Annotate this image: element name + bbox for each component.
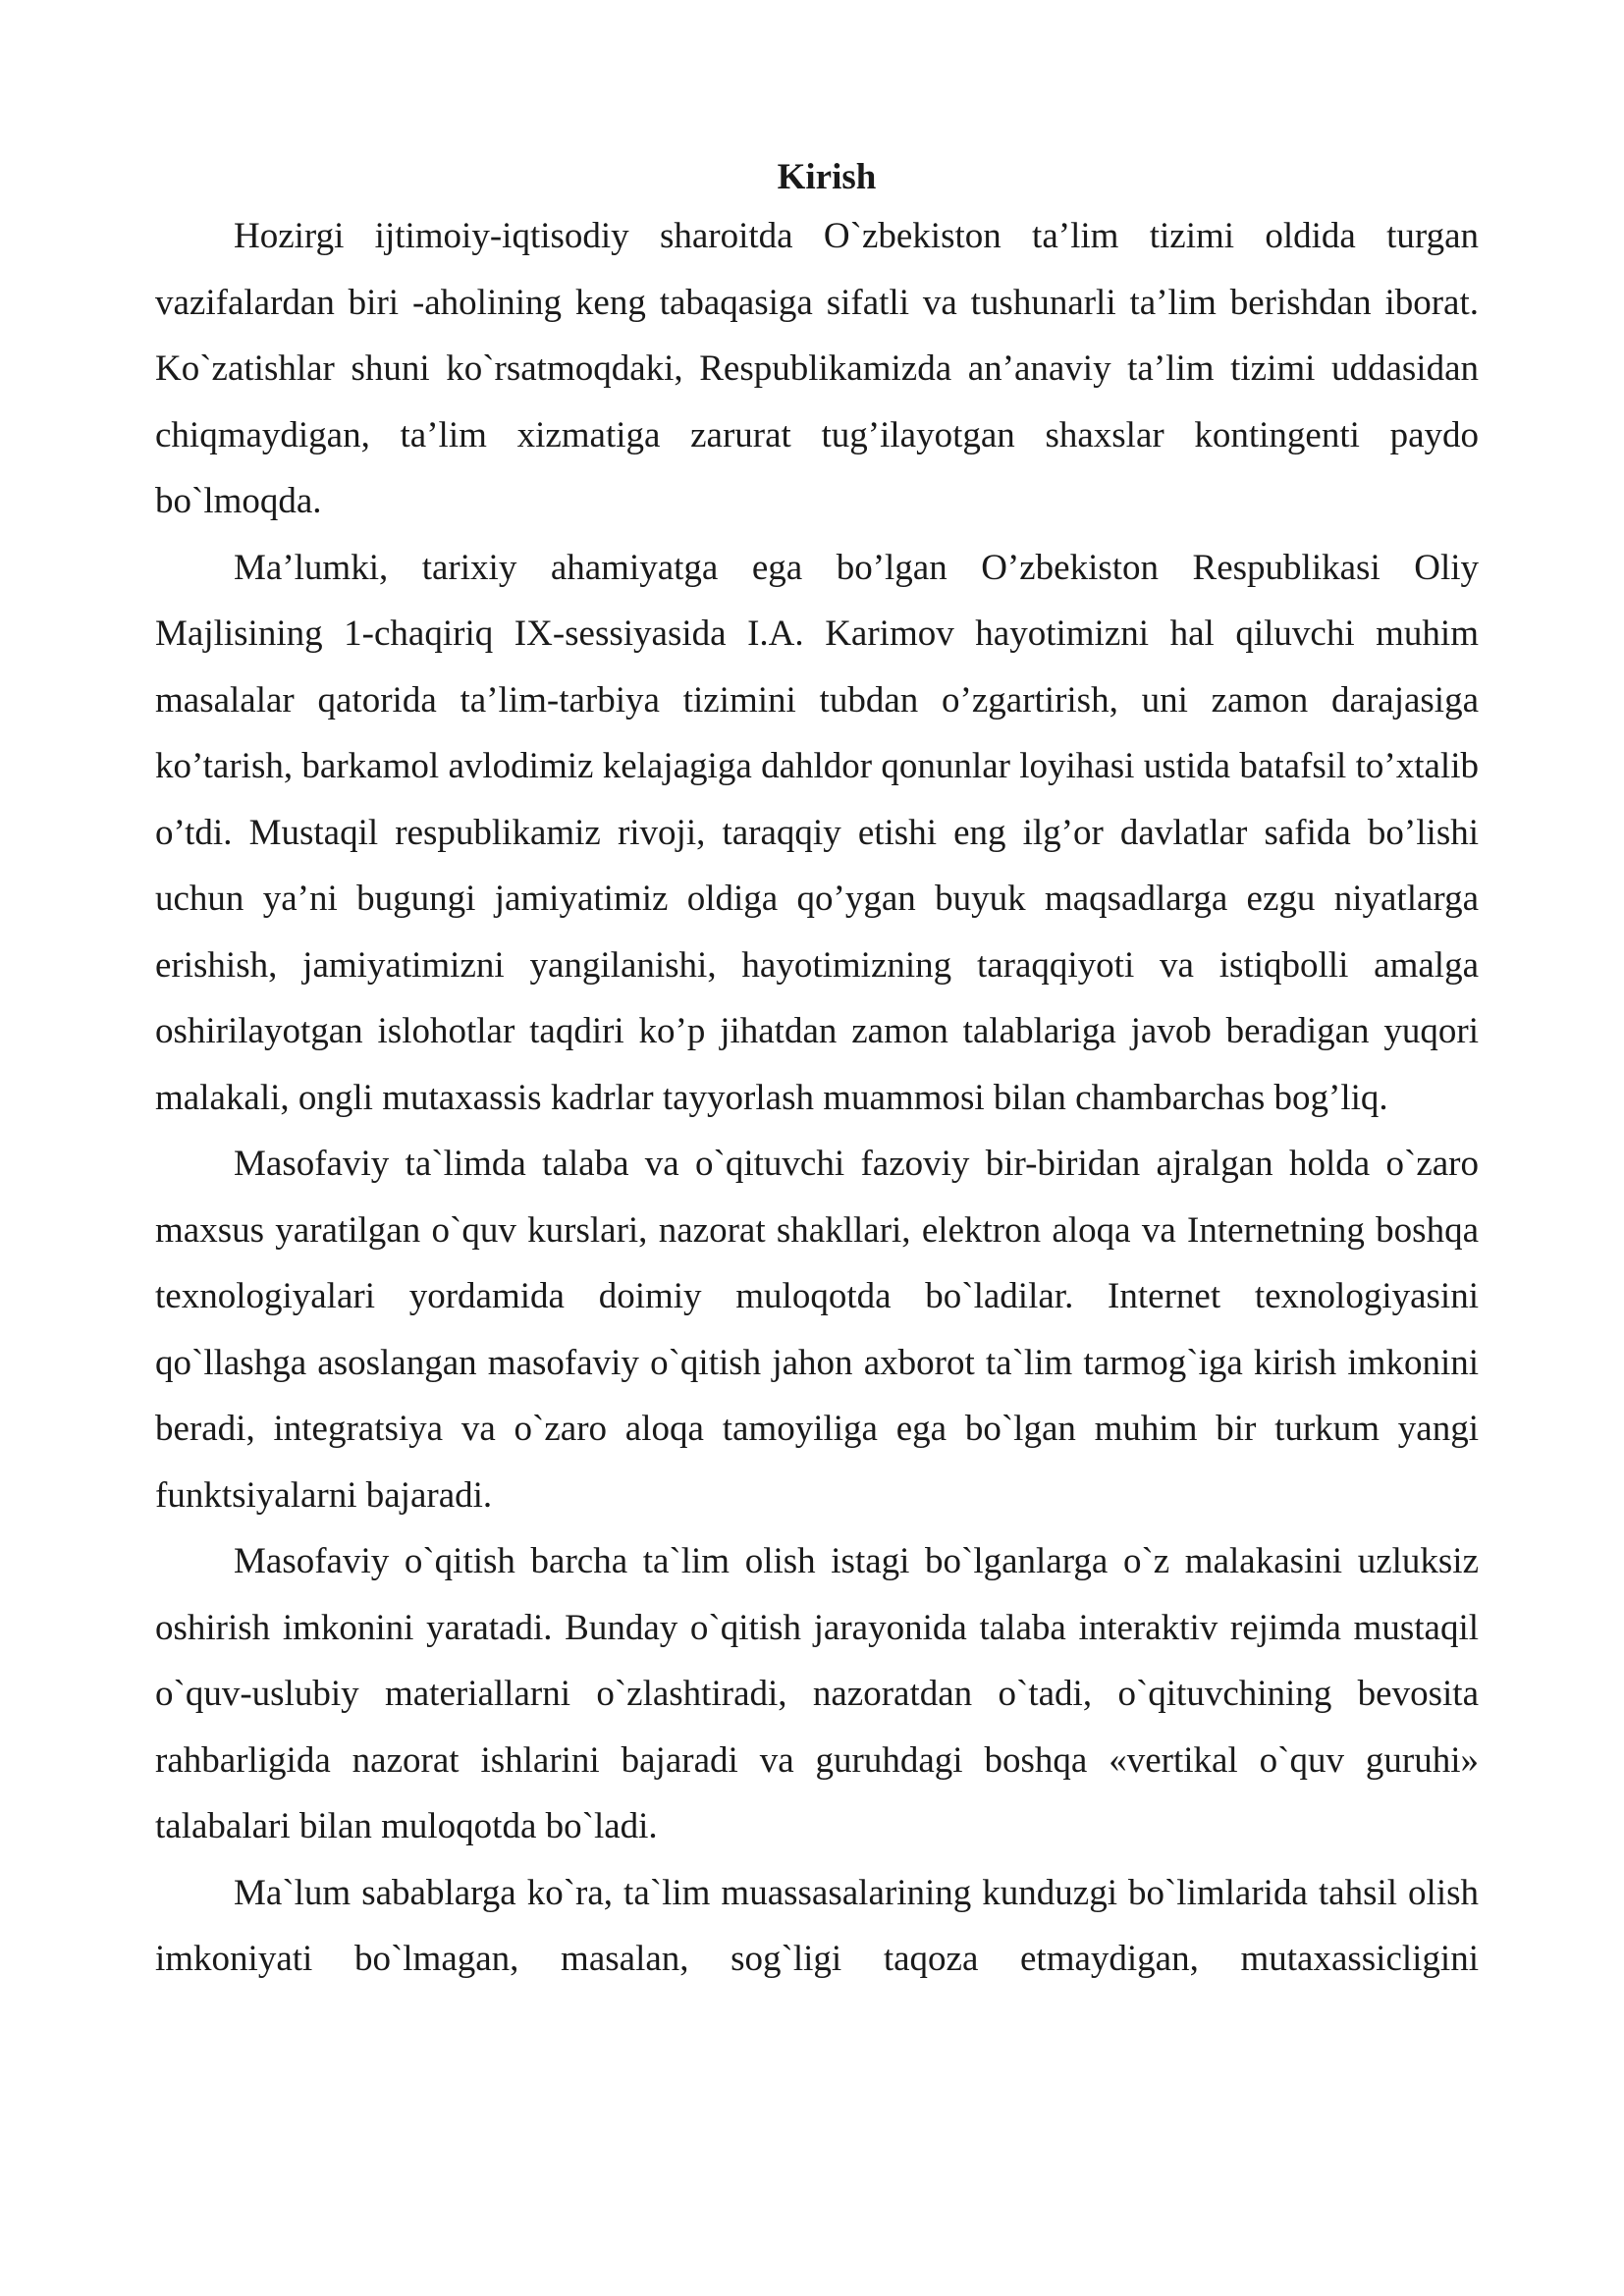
page-title: Kirish [777, 157, 877, 197]
paragraph-1: Hozirgi ijtimoiy-iqtisodiy sharoitda O`zbekiston ta’lim tizimi oldida turgan vazifalardan biri -aholining keng tabaqasiga sifatli va tushunarli ta’lim berishdan iborat. Ko`zatishlar shuni ko`rsatmoqdaki, Respublikamizda an’anaviy ta’lim tizimi uddasidan chiqmaydigan, ta’lim xizmatiga zarurat tug’ilayotgan shaxslar kontingenti paydo bo`lmoqda. [155, 216, 1479, 521]
document-body [155, 152, 1479, 1993]
paragraph-2: Ma’lumki, tarixiy ahamiyatga ega bo’lgan O’zbekiston Respublikasi Oliy Majlisining 1-chaqiriq IX-sessiyasida I.A. Karimov hayotimizni hal qiluvchi muhim masalalar qatorida ta’lim-tarbiya tizimini tubdan o’zgartirish, uni zamon darajasiga ko’tarish, barkamol avlodimiz kelajagiga dahldor qonunlar loyihasi ustida batafsil to’xtalib o’tdi. Mustaqil respublikamiz rivoji, taraqqiy etishi eng ilg’or davlatlar safida bo’lishi uchun ya’ni bugungi jamiyatimiz oldiga qo’ygan buyuk maqsadlarga ezgu niyatlarga erishish, jamiyatimizni yangilanishi, hayotimizning taraqqiyoti va istiqbolli amalga oshirilayotgan islohotlar taqdiri ko’p jihatdan zamon talablariga javob beradigan yuqori malakali, ongli mutaxassis kadrlar tayyorlash muammosi bilan chambarchas bog’liq. [155, 547, 1479, 1118]
paragraph-5: Ma`lum sabablarga ko`ra, ta`lim muassasalarining kunduzgi bo`limlarida tahsil olish imkoniyati bo`lmagan, masalan, sog`ligi taqoza etmaydigan, mutaxassicligini [155, 1872, 1479, 1979]
paragraph-4: Masofaviy o`qitish barcha ta`lim olish istagi bo`lganlarga o`z malakasini uzluksiz oshirish imkonini yaratadi. Bunday o`qitish jarayonida talaba interaktiv rejimda mustaqil o`quv-uslubiy materiallarni o`zlashtiradi, nazoratdan o`tadi, o`qituvchining bevosita rahbarligida nazorat ishlarini bajaradi va guruhdagi boshqa «vertikal o`quv guruhi» talabalari bilan muloqotda bo`ladi. [155, 1541, 1479, 1846]
paragraph-3: Masofaviy ta`limda talaba va o`qituvchi fazoviy bir-biridan ajralgan holda o`zaro maxsus yaratilgan o`quv kurslari, nazorat shakllari, elektron aloqa va Internetning boshqa texnologiyalari yordamida doimiy muloqotda bo`ladilar. Internet texnologiyasini qo`llashga asoslangan masofaviy o`qitish jahon axborot ta`lim tarmog`iga kirish imkonini beradi, integratsiya va o`zaro aloqa tamoyiliga ega bo`lgan muhim bir turkum yangi funktsiyalarni bajaradi. [155, 1144, 1479, 1516]
